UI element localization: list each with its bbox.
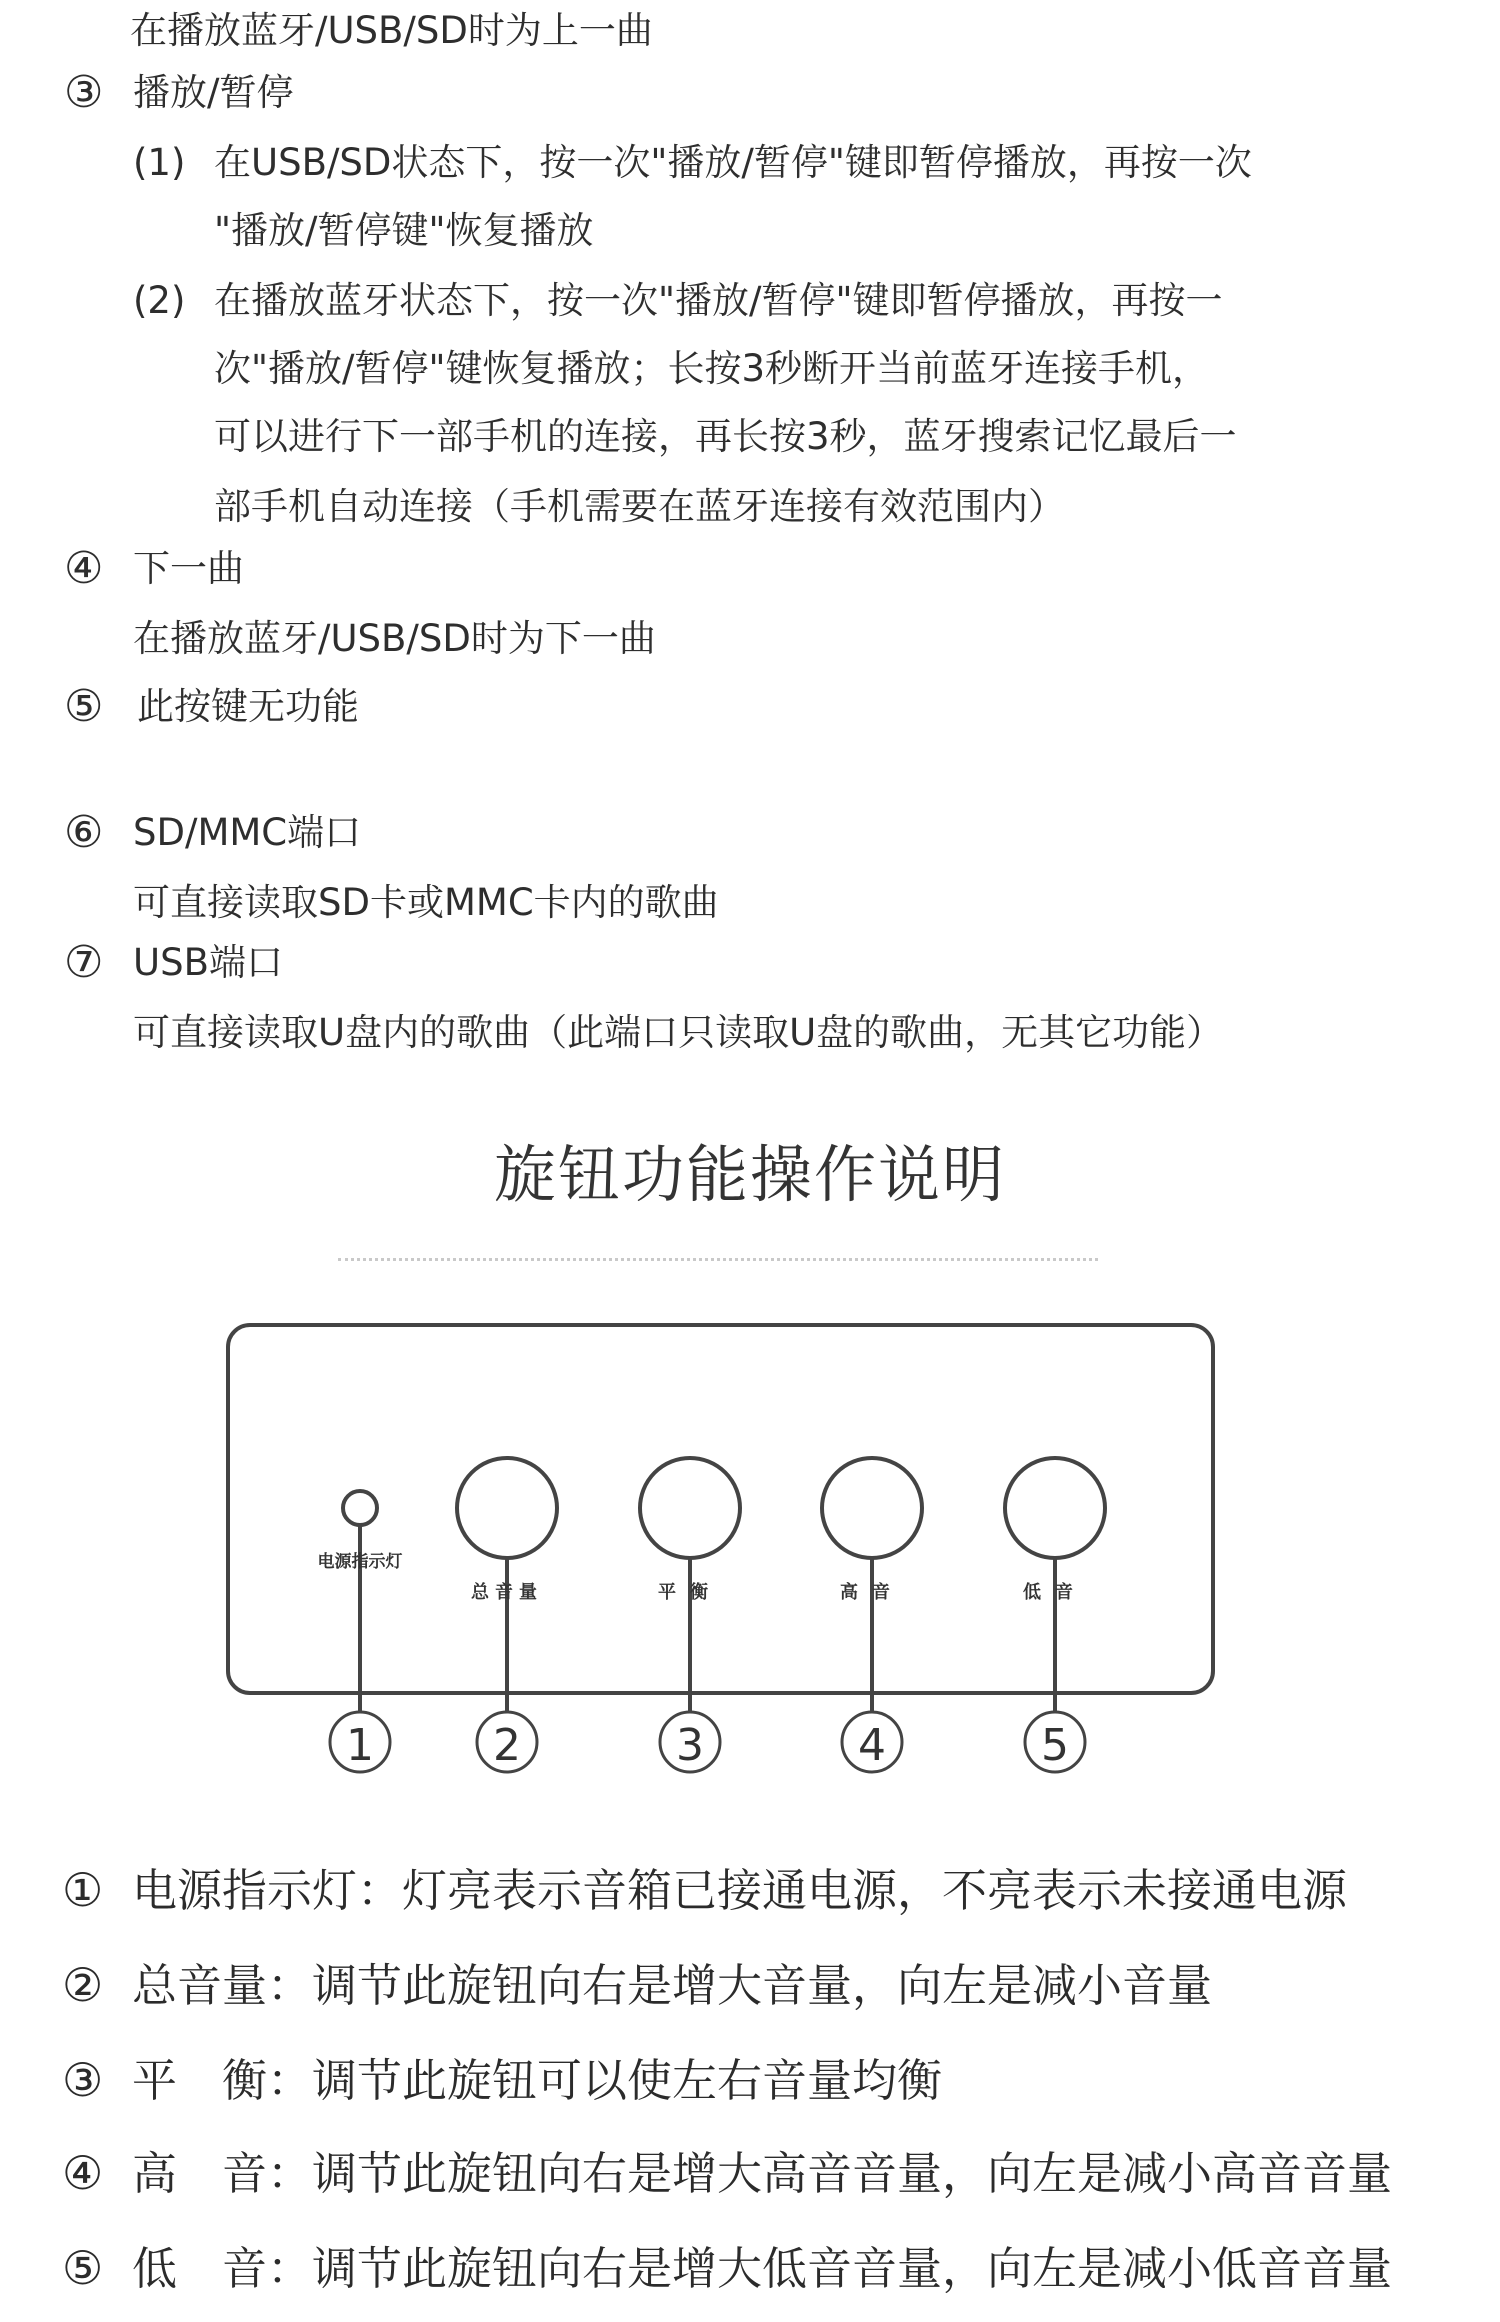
label-master-volume: 总音量 <box>471 1582 543 1603</box>
desc-5-number: ⑤ <box>62 2241 104 2295</box>
label-bass: 低音 <box>1023 1582 1087 1603</box>
number-2: 2 <box>493 1720 521 1771</box>
desc-row-4 <box>62 2145 1392 2202</box>
desc-1-text: 电源指示灯：灯亮表示音箱已接通电源，不亮表示未接通电源 <box>132 1864 1348 1917</box>
label-balance: 平衡 <box>658 1582 722 1603</box>
item-3-sub2-line2: 次"播放/暂停"键恢复播放；长按3秒断开当前蓝牙连接手机， <box>214 347 1210 390</box>
label-power-indicator: 电源指示灯 <box>317 1552 403 1572</box>
item-3-sub1-number: (1) <box>133 141 186 184</box>
desc-3-text: 平 衡：调节此旋钮可以使左右音量均衡 <box>132 2054 943 2107</box>
item-3-sub1-line1: 在USB/SD状态下，按一次"播放/暂停"键即暂停播放，再按一次 <box>214 141 1252 184</box>
desc-2-number: ② <box>62 1958 104 2012</box>
item-4-desc: 在播放蓝牙/USB/SD时为下一曲 <box>133 617 656 660</box>
item-7-label: USB端口 <box>133 941 283 984</box>
item-3-sub2-line1: 在播放蓝牙状态下，按一次"播放/暂停"键即暂停播放，再按一 <box>214 279 1223 322</box>
desc-row-2 <box>62 1957 1212 2014</box>
item-7-desc: 可直接读取U盘内的歌曲（此端口只读取U盘的歌曲，无其它功能） <box>133 1011 1224 1054</box>
number-4: 4 <box>858 1720 886 1771</box>
item-3-sub2-number: (2) <box>133 279 186 322</box>
item-6-label: SD/MMC端口 <box>133 811 362 854</box>
desc-5-text: 低 音：调节此旋钮向右是增大低音音量，向左是减小低音音量 <box>132 2242 1393 2295</box>
number-1: 1 <box>346 1720 374 1771</box>
section-title: 旋钮功能操作说明 <box>493 1138 1006 1211</box>
item-4-number: ④ <box>64 543 104 594</box>
item-6-desc: 可直接读取SD卡或MMC卡内的歌曲 <box>133 881 719 924</box>
bass-knob <box>1005 1458 1105 1558</box>
item-4-label: 下一曲 <box>133 547 244 590</box>
master-volume-knob <box>457 1458 557 1558</box>
prev-track-desc: 在播放蓝牙/USB/SD时为上一曲 <box>130 9 653 52</box>
item-3-sub2-line4: 部手机自动连接（手机需要在蓝牙连接有效范围内） <box>214 485 1065 528</box>
desc-row-1 <box>62 1862 1347 1919</box>
item-5-number: ⑤ <box>64 681 104 732</box>
desc-1-number: ① <box>62 1863 104 1917</box>
desc-4-text: 高 音：调节此旋钮向右是增大高音音量，向左是减小高音音量 <box>132 2147 1393 2200</box>
power-indicator-light <box>343 1491 377 1525</box>
item-3-sub1-line2: "播放/暂停键"恢复播放 <box>214 209 594 252</box>
desc-3-number: ③ <box>62 2053 104 2107</box>
item-7-number: ⑦ <box>64 937 104 988</box>
item-3-number: ③ <box>64 67 104 118</box>
label-treble: 高音 <box>840 1582 904 1603</box>
balance-knob <box>640 1458 740 1558</box>
number-5: 5 <box>1041 1720 1069 1771</box>
desc-row-5 <box>62 2240 1392 2297</box>
number-3: 3 <box>676 1720 704 1771</box>
desc-4-number: ④ <box>62 2146 104 2200</box>
desc-2-text: 总音量：调节此旋钮向右是增大音量，向左是减小音量 <box>132 1959 1213 2012</box>
item-3-sub2-line3: 可以进行下一部手机的连接，再长按3秒，蓝牙搜索记忆最后一 <box>214 415 1237 458</box>
item-3-label: 播放/暂停 <box>133 71 294 114</box>
item-6-number: ⑥ <box>64 807 104 858</box>
treble-knob <box>822 1458 922 1558</box>
item-5-label: 此按键无功能 <box>137 685 359 728</box>
desc-row-3 <box>62 2052 942 2109</box>
